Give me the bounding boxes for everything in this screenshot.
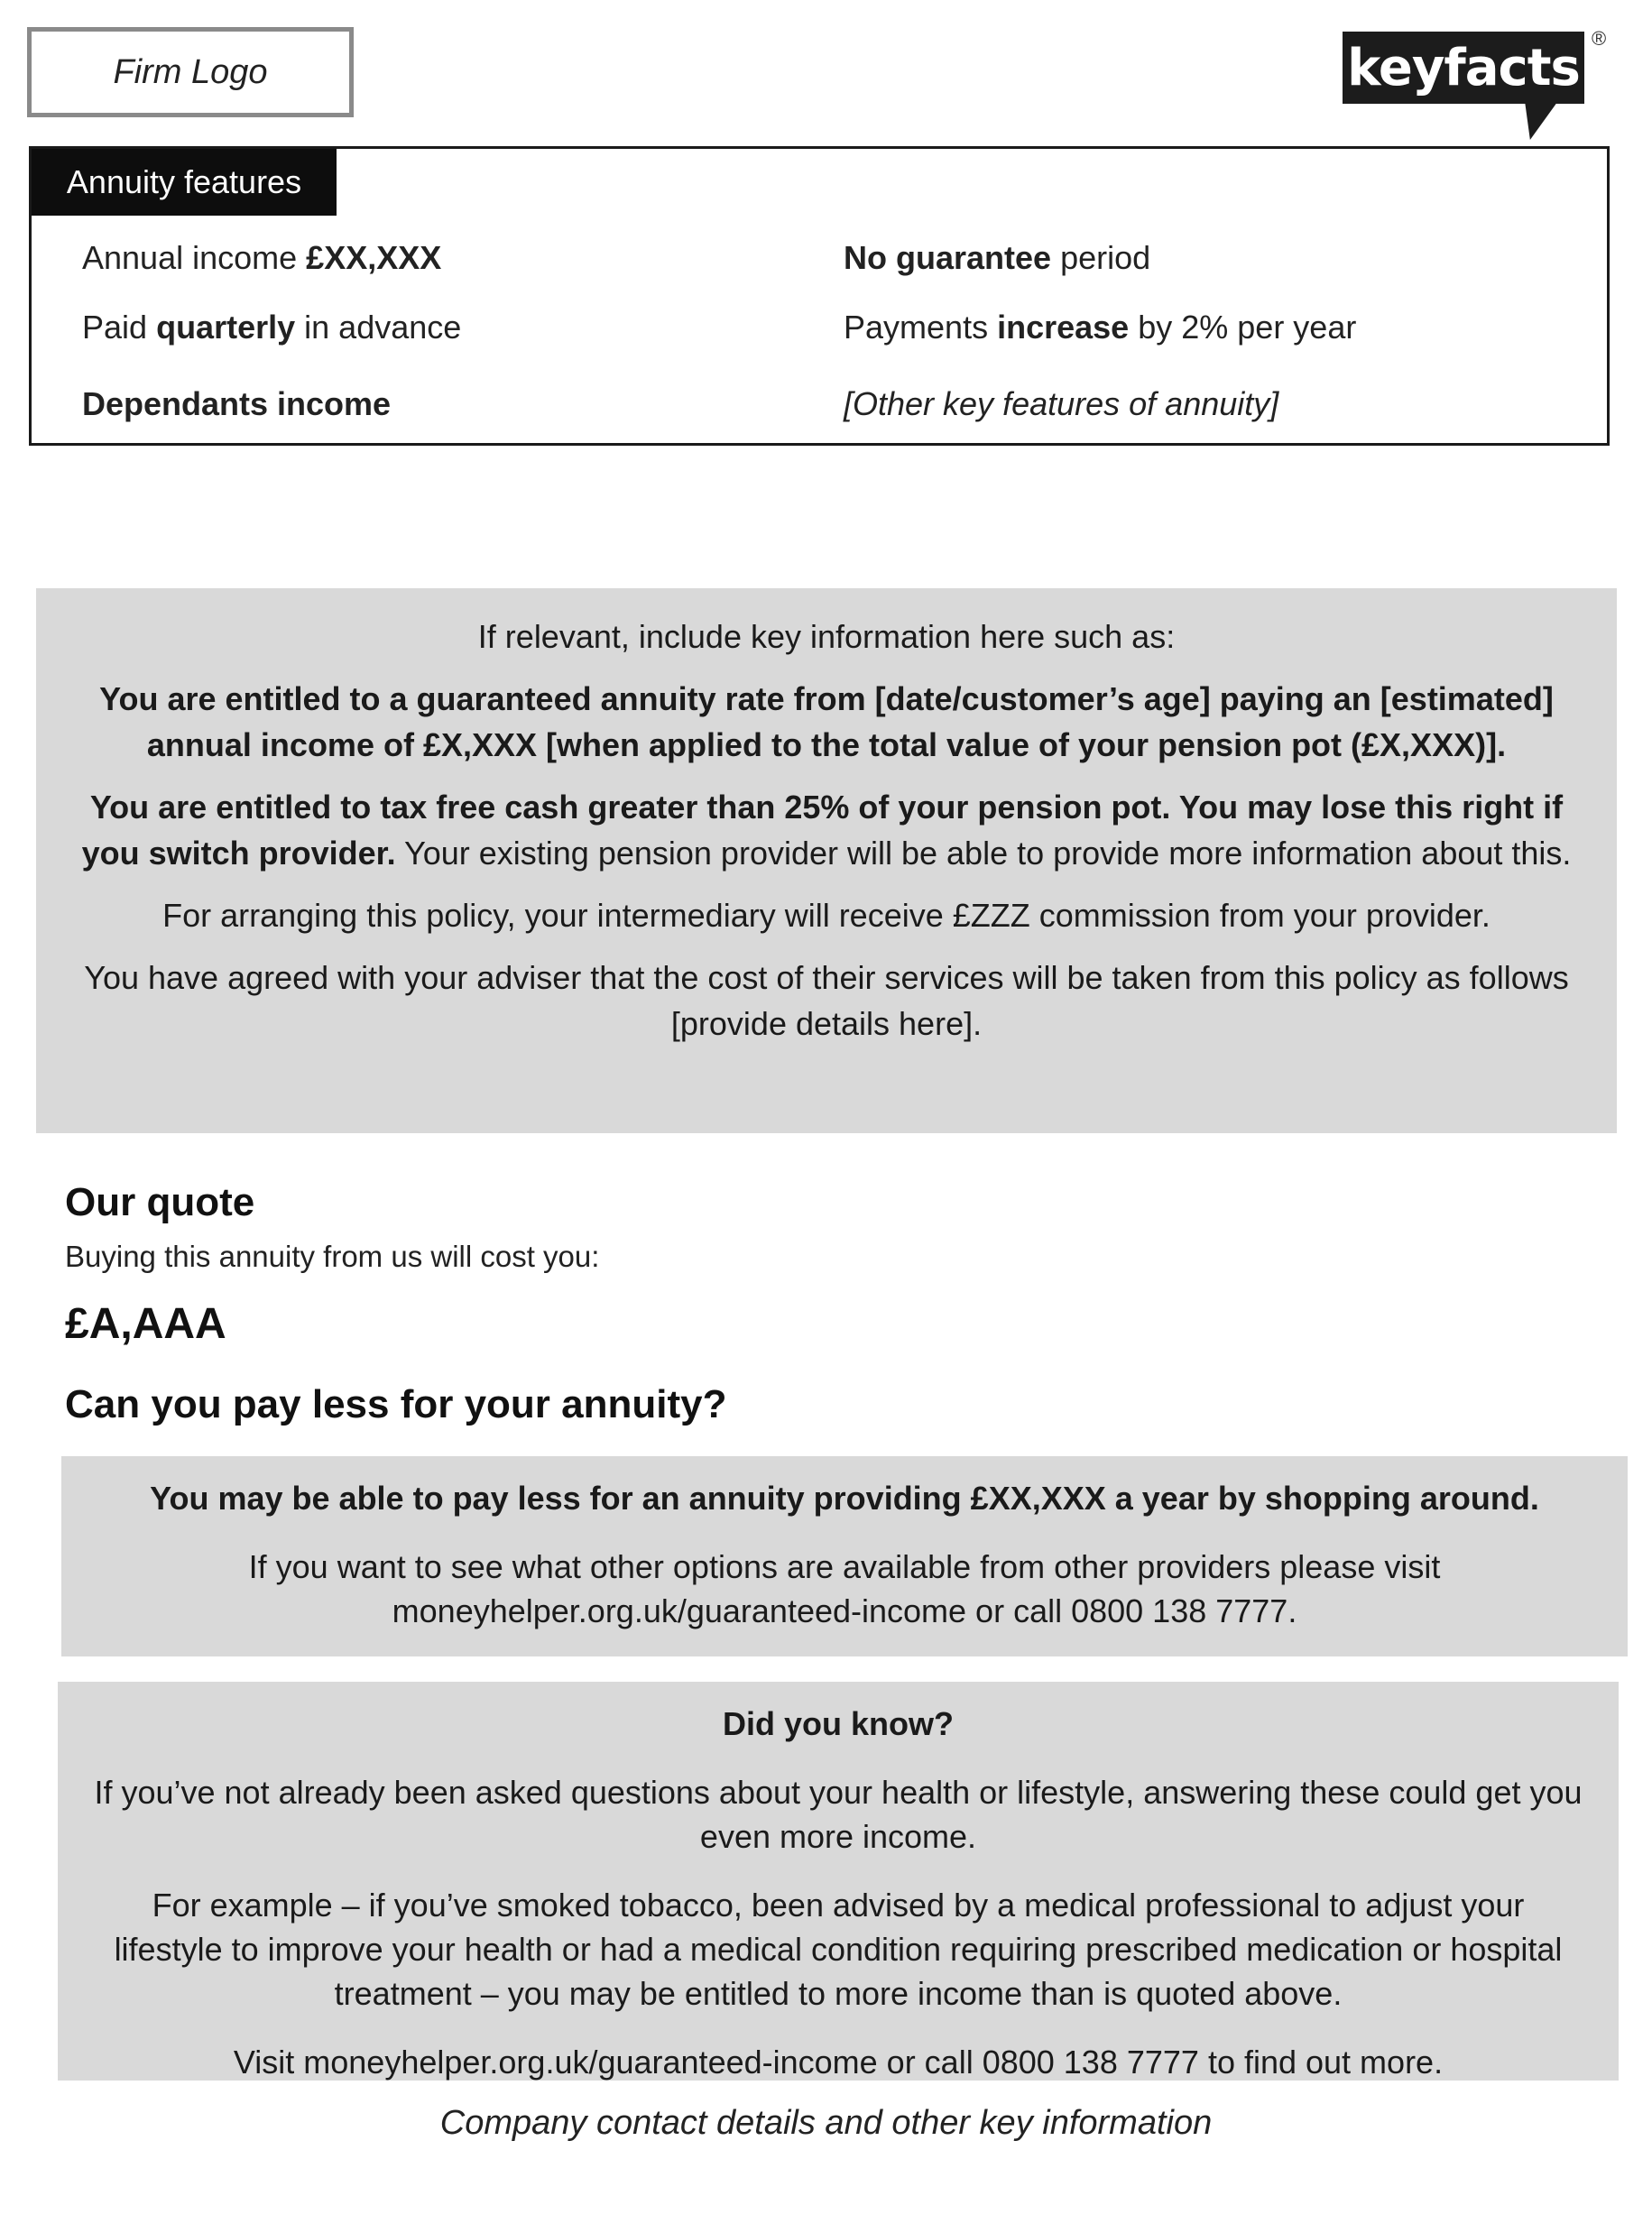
- annuity-features-box: [29, 146, 1610, 446]
- payment-frequency-feature: [82, 309, 461, 346]
- paid-frequency: quarterly: [156, 309, 296, 346]
- quote-amount: £A,AAA: [65, 1300, 226, 1348]
- registered-mark: ®: [1592, 27, 1607, 50]
- relevant-intro: If relevant, include key information here such as:: [477, 618, 1176, 655]
- pay-less-heading: Can you pay less for your annuity?: [65, 1382, 727, 1426]
- adviser-cost-text: You have agreed with your adviser that the cost of their services will be taken from this policy as follows [provide details here].: [84, 959, 1569, 1042]
- tax-free-rest: Your existing pension provider will be able to provide more information about this.: [404, 835, 1572, 872]
- shopping-around-body: If you want to see what other options are available from other providers please visit moneyhelper.org.uk/guaranteed-income or call 0800 138 7777.: [248, 1548, 1441, 1629]
- tax-free-bold: You are entitled to tax free cash greater than 25% of your pension pot. You may lose this right if you switch provider.: [81, 789, 1564, 872]
- commission-text: For arranging this policy, your intermediary will receive £ZZZ commission from your provider.: [162, 897, 1490, 934]
- company-contact-footer: Company contact details and other key information: [439, 2104, 1213, 2142]
- annual-income-feature: [82, 239, 441, 277]
- did-you-know-p1: If you’ve not already been asked questions about your health or lifestyle, answering these could get you even more income.: [94, 1774, 1583, 1855]
- payments-suffix: by 2% per year: [1138, 309, 1357, 346]
- payments-increase-feature: [844, 309, 1356, 346]
- did-you-know-panel: [58, 1682, 1619, 2081]
- shopping-around-bold: You may be able to pay less for an annuity providing £XX,XXX a year by shopping around.: [150, 1480, 1539, 1517]
- keyfacts-speech-tail: [1503, 102, 1557, 140]
- guarantee-period-feature: [844, 239, 1150, 277]
- dependants-income-feature: [82, 385, 391, 423]
- paid-prefix: Paid: [82, 309, 148, 346]
- other-features-text: [Other key features of annuity]: [844, 385, 1279, 422]
- other-key-features: [844, 385, 1278, 423]
- guaranteed-rate-text: You are entitled to a guaranteed annuity rate from [date/customer’s age] paying an [estimated] annual income of £X,XXX [when applied to the total value of your pension pot (£X,XXX)].: [99, 680, 1554, 763]
- shopping-around-panel: [61, 1456, 1628, 1656]
- annuity-features-tab: Annuity features: [32, 149, 337, 216]
- guarantee-suffix: period: [1060, 239, 1151, 276]
- annual-income-label: Annual income: [82, 239, 298, 276]
- payments-prefix: Payments: [844, 309, 989, 346]
- annual-income-value: £XX,XXX: [306, 239, 442, 276]
- tax-free-cash-text: [72, 784, 1581, 876]
- did-you-know-title: Did you know?: [723, 1705, 954, 1742]
- relevant-info-panel: [36, 588, 1617, 1133]
- firm-logo-placeholder: Firm Logo: [27, 27, 354, 117]
- paid-suffix: in advance: [304, 309, 462, 346]
- did-you-know-p2: For example – if you’ve smoked tobacco, been advised by a medical professional to adjust your lifestyle to improve your health or had a medical condition requiring prescribed medication or hospital treatment – you may be entitled to more income than is quoted above.: [114, 1887, 1563, 2012]
- did-you-know-p3: Visit moneyhelper.org.uk/guaranteed-income or call 0800 138 7777 to find out more.: [233, 2044, 1444, 2081]
- our-quote-heading: Our quote: [65, 1180, 255, 1224]
- dependants-income: Dependants income: [82, 385, 392, 422]
- keyfacts-logo: keyfacts: [1343, 32, 1584, 104]
- quote-subtitle: Buying this annuity from us will cost you:: [65, 1240, 600, 1273]
- guarantee-bold: No guarantee: [844, 239, 1052, 276]
- payments-increase: increase: [997, 309, 1130, 346]
